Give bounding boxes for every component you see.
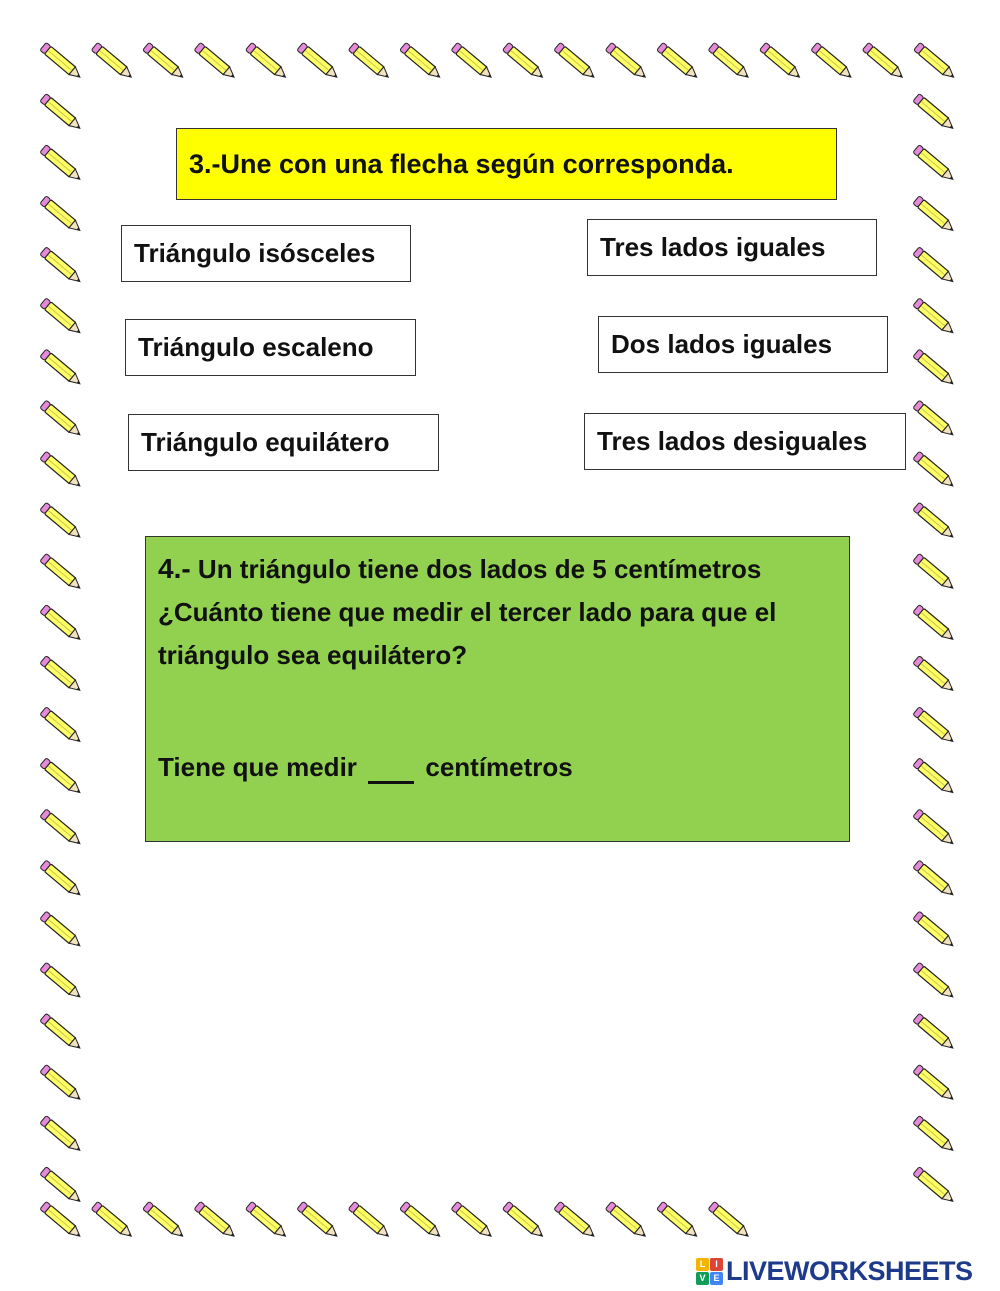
match-right-dos-iguales[interactable]: Dos lados iguales: [598, 316, 888, 373]
pencil-icon: [913, 502, 956, 541]
pencil-icon: [194, 42, 237, 81]
question-4-box: [145, 536, 850, 842]
pencil-icon: [913, 247, 956, 286]
answer-line: [158, 746, 837, 789]
pencil-icon: [40, 42, 83, 81]
answer-input[interactable]: [368, 755, 414, 784]
question-body: Un triángulo tiene dos lados de 5 centímetros ¿Cuánto tiene que medir el tercer lado para que el triángulo sea equilátero?: [158, 554, 777, 670]
pencil-icon: [40, 758, 83, 797]
pencil-icon: [245, 1201, 288, 1240]
pencil-icon: [913, 1013, 956, 1052]
pencil-icon: [40, 145, 83, 184]
exercise-3-title: 3.-Une con una flecha según corresponda.: [176, 128, 837, 200]
match-right-tres-desiguales[interactable]: Tres lados desiguales: [584, 413, 906, 470]
pencil-icon: [348, 42, 391, 81]
pencil-icon: [40, 502, 83, 541]
pencil-icon: [40, 962, 83, 1001]
pencil-icon: [862, 42, 905, 81]
pencil-icon: [657, 42, 700, 81]
pencil-icon: [297, 1201, 340, 1240]
pencil-icon: [91, 42, 134, 81]
logo-letter: I: [710, 1258, 723, 1271]
pencil-icon: [40, 1167, 83, 1206]
pencil-icon: [708, 42, 751, 81]
pencil-icon: [502, 1201, 545, 1240]
pencil-icon: [913, 553, 956, 592]
match-left-escaleno[interactable]: Triángulo escaleno: [125, 319, 416, 376]
pencil-icon: [40, 656, 83, 695]
pencil-icon: [913, 451, 956, 490]
pencil-icon: [143, 1201, 186, 1240]
pencil-icon: [913, 1116, 956, 1155]
pencil-icon: [40, 247, 83, 286]
pencil-icon: [40, 1013, 83, 1052]
pencil-icon: [913, 1064, 956, 1103]
pencil-icon: [759, 42, 802, 81]
pencil-icon: [40, 196, 83, 235]
pencil-icon: [40, 809, 83, 848]
pencil-icon: [91, 1201, 134, 1240]
match-left-isosceles[interactable]: Triángulo isósceles: [121, 225, 411, 282]
pencil-icon: [913, 911, 956, 950]
pencil-icon: [913, 349, 956, 388]
logo-letter: V: [696, 1272, 709, 1285]
match-right-tres-iguales[interactable]: Tres lados iguales: [587, 219, 877, 276]
pencil-icon: [40, 911, 83, 950]
pencil-icon: [605, 42, 648, 81]
pencil-icon: [40, 451, 83, 490]
pencil-icon: [811, 42, 854, 81]
pencil-icon: [40, 1064, 83, 1103]
pencil-icon: [451, 1201, 494, 1240]
pencil-icon: [913, 809, 956, 848]
pencil-icon: [40, 298, 83, 337]
pencil-icon: [40, 94, 83, 133]
pencil-icon: [40, 553, 83, 592]
pencil-icon: [40, 605, 83, 644]
pencil-icon: [40, 860, 83, 899]
pencil-icon: [913, 860, 956, 899]
pencil-icon: [554, 42, 597, 81]
pencil-icon: [708, 1201, 751, 1240]
question-number: 4.-: [158, 553, 191, 584]
pencil-icon: [913, 758, 956, 797]
pencil-icon: [605, 1201, 648, 1240]
pencil-icon: [40, 707, 83, 746]
pencil-icon: [913, 707, 956, 746]
pencil-icon: [913, 145, 956, 184]
pencil-icon: [40, 400, 83, 439]
pencil-icon: [194, 1201, 237, 1240]
liveworksheets-logo-icon: [696, 1258, 723, 1285]
pencil-icon: [913, 298, 956, 337]
pencil-icon: [40, 1201, 83, 1240]
pencil-icon: [400, 1201, 443, 1240]
match-left-equilatero[interactable]: Triángulo equilátero: [128, 414, 439, 471]
pencil-icon: [913, 605, 956, 644]
pencil-icon: [913, 94, 956, 133]
liveworksheets-logo: [696, 1254, 973, 1288]
pencil-icon: [40, 1116, 83, 1155]
pencil-icon: [554, 1201, 597, 1240]
pencil-icon: [913, 400, 956, 439]
brand-name: LIVEWORKSHEETS: [726, 1255, 973, 1286]
pencil-icon: [914, 42, 957, 81]
logo-letter: E: [710, 1272, 723, 1285]
pencil-icon: [913, 656, 956, 695]
pencil-icon: [245, 42, 288, 81]
pencil-icon: [400, 42, 443, 81]
pencil-icon: [913, 1167, 956, 1206]
answer-suffix: centímetros: [418, 752, 573, 782]
question-4-text: [158, 547, 837, 677]
logo-letter: L: [696, 1258, 709, 1271]
pencil-icon: [40, 349, 83, 388]
pencil-icon: [502, 42, 545, 81]
pencil-icon: [913, 962, 956, 1001]
pencil-icon: [143, 42, 186, 81]
pencil-icon: [348, 1201, 391, 1240]
pencil-icon: [913, 196, 956, 235]
pencil-icon: [657, 1201, 700, 1240]
answer-prefix: Tiene que medir: [158, 752, 365, 782]
pencil-icon: [297, 42, 340, 81]
pencil-icon: [451, 42, 494, 81]
